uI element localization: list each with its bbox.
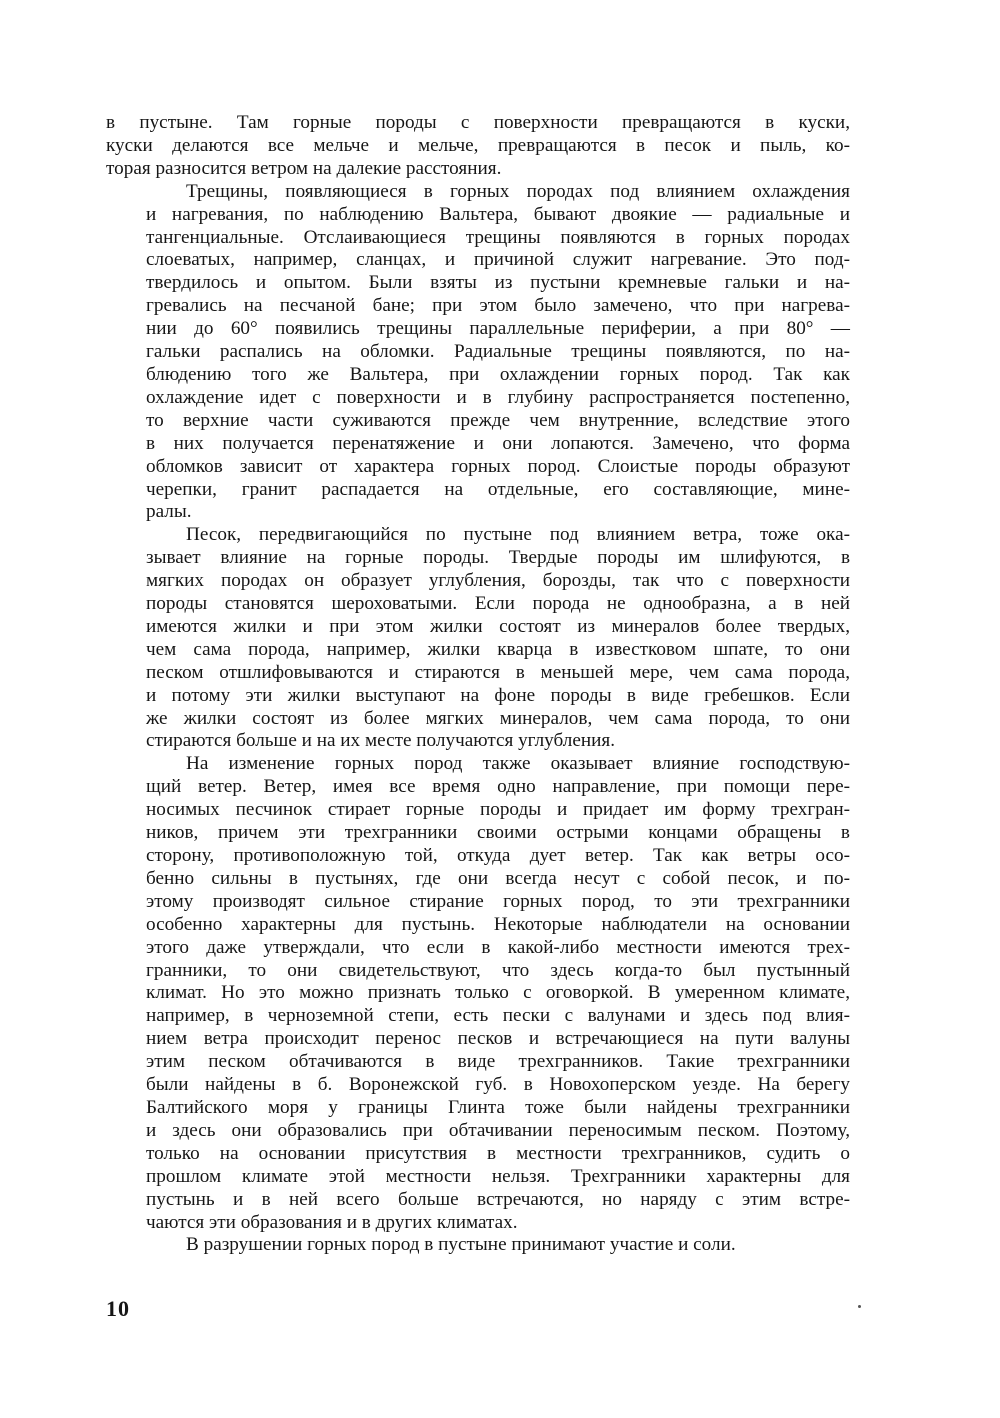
paragraph: [106, 1234, 850, 1257]
body-text: [106, 112, 850, 1257]
text-line: этим песком обтачиваются в виде трехгранников. Такие трехгранники: [146, 1051, 850, 1073]
text-line: особенно характерны для пустынь. Некоторые наблюдатели на основании: [146, 913, 850, 935]
text-line: Балтийского моря у границы Глинта тоже были найдены трехгранники: [146, 1096, 850, 1118]
text-line: нием ветра происходит перенос песков и встречающиеся на пути валуны: [146, 1028, 850, 1050]
text-line: в пустыне. Там горные породы с поверхности превращаются в куски,: [106, 112, 850, 133]
text-line: охлаждение идет с поверхности и в глубину распространяется постепенно,: [146, 386, 850, 408]
page-number: 10: [106, 1296, 130, 1321]
text-line: имеются жилки и при этом жилки состоят из минералов более твердых,: [146, 615, 850, 637]
text-line: носимых песчинок стирает горные породы и придает им форму трехгран-: [146, 799, 850, 821]
text-line: в них получается перенатяжение и они лопаются. Замечено, что форма: [146, 432, 850, 454]
text-line: Песок, передвигающийся по пустыне под влиянием ветра, тоже ока-: [186, 524, 850, 546]
text-line: были найдены в б. Воронежской губ. в Новохоперском уезде. На берегу: [146, 1074, 850, 1096]
text-line: тангенциальные. Отслаивающиеся трещины появляются в горных породах: [146, 226, 850, 248]
text-line: этого даже утверждали, что если в какой-либо местности имеются трех-: [146, 936, 850, 958]
text-line: этому производят сильное стирание горных пород, то эти трехгранники: [146, 890, 850, 912]
text-line: бенно сильны в пустынях, где они всегда несут с собой песок, и по-: [146, 867, 850, 889]
paragraph: [106, 181, 850, 525]
text-line: чаются эти образования и в других климатах.: [146, 1211, 518, 1233]
text-line: песком отшлифовываются и стираются в меньшей мере, чем сама порода,: [146, 661, 850, 683]
text-line: слоеватых, например, сланцах, и причиной служит нагревание. Это под-: [146, 249, 850, 271]
text-line: куски делаются все мельче и мельче, превращаются в песок и пыль, ко-: [106, 134, 850, 156]
text-line: гревались на песчаной бане; при этом было замечено, что при нагрева-: [146, 295, 850, 317]
text-line: обломков зависит от характера горных пород. Слоистые породы образуют: [146, 455, 850, 477]
text-line: гранники, то они свидетельствуют, что здесь когда-то был пустынный: [146, 959, 850, 981]
paragraph: [106, 753, 850, 1234]
text-line: ралы.: [146, 501, 192, 523]
text-line: же жилки состоят из более мягких минералов, чем сама порода, то они: [146, 707, 850, 729]
text-line: чем сама порода, например, жилки кварца в известковом шпате, то они: [146, 638, 850, 660]
text-line: только на основании присутствия в местности трехгранников, судить о: [146, 1142, 850, 1164]
text-line: нии до 60° появились трещины параллельные периферии, а при 80° —: [146, 318, 850, 340]
text-line: стираются больше и на их месте получаются углубления.: [146, 730, 616, 752]
text-line: блюдению того же Вальтера, при охлаждении горных пород. Так как: [146, 363, 850, 385]
text-line: мягких породах он образует углубления, борозды, так что с поверхности: [146, 570, 850, 592]
text-line: торая разносится ветром на далекие расстояния.: [106, 157, 502, 179]
text-line: черепки, гранит распадается на отдельные, его составляющие, мине-: [146, 478, 850, 500]
text-line: гальки распались на обломки. Радиальные трещины появляются, по на-: [146, 341, 850, 363]
text-line: твердилось и опытом. Были взяты из пустыни кремневые гальки и на-: [146, 272, 850, 294]
text-line: зывает влияние на горные породы. Твердые породы им шлифуются, в: [146, 547, 850, 569]
text-line: В разрушении горных пород в пустыне принимают участие и соли.: [186, 1234, 736, 1256]
text-line: прошлом климате этой местности нельзя. Трехгранники характерны для: [146, 1165, 850, 1187]
text-line: пустынь и в ней всего больше встречаются, но наряду с этим встре-: [146, 1188, 850, 1210]
text-line: и здесь они образовались при обтачивании переносимым песком. Поэтому,: [146, 1119, 850, 1141]
paragraph: [106, 524, 850, 753]
text-line: например, в черноземной степи, есть пески с валунами и здесь под влия-: [146, 1005, 850, 1027]
scan-speck: [858, 1305, 861, 1308]
text-line: сторону, противоположную той, откуда дует ветер. Так как ветры осо-: [146, 845, 850, 866]
text-line: породы становятся шероховатыми. Если порода не однообразна, а в ней: [146, 593, 850, 615]
text-line: и нагревания, по наблюдению Вальтера, бывают двоякие — радиальные и: [146, 203, 850, 225]
text-line: ников, причем эти трехгранники своими острыми концами обращены в: [146, 822, 850, 844]
text-line: На изменение горных пород также оказывает влияние господствую-: [186, 753, 850, 775]
text-line: и потому эти жилки выступают на фоне породы в виде гребешков. Если: [146, 684, 850, 706]
text-line: щий ветер. Ветер, имея все время одно направление, при помощи пере-: [146, 776, 850, 798]
text-line: то верхние части суживаются прежде чем внутренние, вследствие этого: [146, 409, 850, 431]
text-line: Трещины, появляющиеся в горных породах под влиянием охлаждения: [186, 180, 850, 202]
text-line: климат. Но это можно признать только с оговоркой. В умеренном климате,: [146, 982, 850, 1004]
paragraph: [106, 112, 850, 181]
